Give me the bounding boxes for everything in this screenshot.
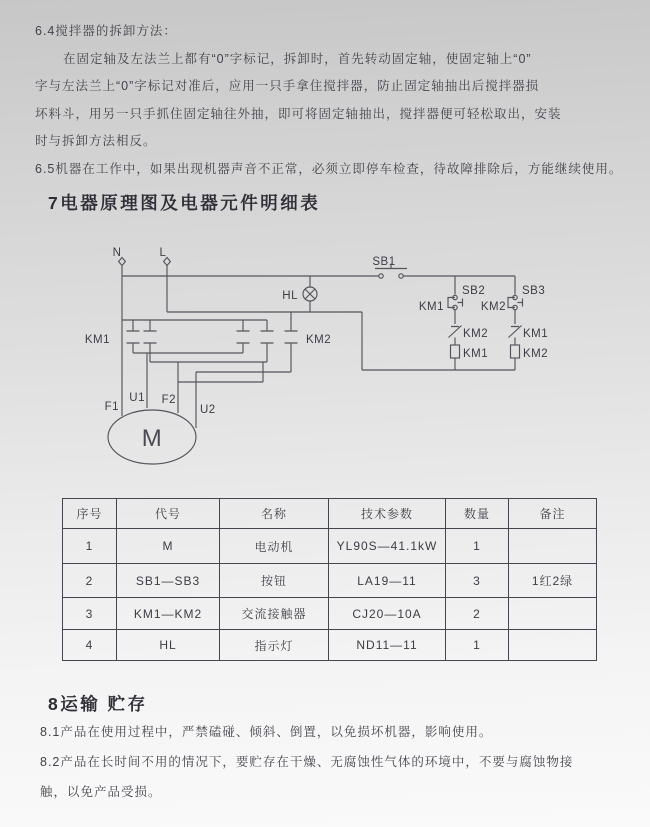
cell-remark (509, 630, 597, 661)
item-8-2-line-1: 8.2产品在长时间不用的情况下，要贮存在干燥、无腐蚀性气体的环境中，不要与腐蚀物接 (40, 755, 574, 769)
sb2-button-icon (458, 299, 463, 307)
motor-label: M (141, 425, 163, 452)
cell-code: KM1—KM2 (117, 598, 220, 630)
cell-name: 交流接触器 (220, 598, 329, 630)
sb3-button-icon (518, 299, 523, 307)
terminal-u2-label: U2 (200, 404, 216, 416)
km1-coil-label: KM1 (463, 348, 489, 360)
table-header-row (63, 499, 597, 529)
terminal-u1-label: U1 (129, 392, 145, 404)
table-row (63, 630, 597, 661)
cell-qty: 1 (446, 529, 509, 564)
item-6-5: 6.5机器在工作中，如果出现机器声音不正常，必须立即停车检查，待故障排除后，方能继续使用。 (35, 161, 623, 176)
cell-name: 指示灯 (220, 630, 329, 661)
cell-remark: 1红2绿 (509, 564, 597, 598)
km1-nc-contact-icon (509, 326, 522, 338)
table-row (63, 564, 597, 598)
terminal-n-diamond-icon (119, 258, 126, 266)
parts-table (62, 498, 597, 661)
section-8-heading: 8运输 贮存 (48, 694, 148, 714)
col-header-code: 代号 (117, 499, 220, 529)
terminal-n-label: N (112, 247, 122, 259)
lamp-cross-icon (305, 289, 315, 299)
cell-remark (509, 598, 597, 630)
item-6-4-title: 6.4搅拌器的拆卸方法： (35, 24, 177, 38)
item-6-4-line-1: 在固定轴及左法兰上都有“0”字标记，拆卸时，首先转动固定轴，使固定轴上“0” (63, 51, 532, 66)
km2-main-contacts-icon (237, 331, 298, 343)
km2-nc-contact-icon (449, 326, 462, 338)
sb1-button-icon (375, 264, 407, 269)
item-6-4-line-4: 时与拆卸方法相反。 (35, 134, 157, 148)
cell-spec: LA19—11 (329, 564, 446, 598)
col-header-index: 序号 (63, 499, 117, 529)
sb3-label: SB3 (522, 285, 546, 297)
item-6-4-line-2: 字与左法兰上“0”字标记对准后，应用一只手拿住搅拌器，防止固定轴抽出后搅拌器损 (35, 79, 540, 93)
item-8-1: 8.1产品在使用过程中，严禁磕碰、倾斜、倒置，以免损坏机器，影响使用。 (40, 725, 493, 739)
km1-main-label: KM1 (84, 334, 110, 346)
col-header-name: 名称 (220, 499, 329, 529)
table-row (63, 529, 597, 564)
item-8-2-line-2: 触，以免产品受损。 (40, 785, 162, 799)
km1-aux-label: KM1 (418, 301, 444, 313)
cell-index: 1 (63, 529, 117, 564)
motor-icon (108, 410, 196, 464)
km1-coil-icon (451, 345, 460, 358)
cell-code: M (117, 529, 220, 564)
km2-aux-label: KM2 (480, 301, 506, 313)
cell-qty: 1 (446, 630, 509, 661)
cell-spec: YL90S—41.1kW (329, 529, 446, 564)
km1-main-contacts-icon (127, 331, 157, 343)
col-header-qty: 数量 (446, 499, 509, 529)
km2-main-label: KM2 (306, 334, 332, 346)
terminal-l-diamond-icon (164, 258, 171, 266)
cell-spec: ND11—11 (329, 630, 446, 661)
km2-coil-icon (511, 345, 520, 358)
cell-index: 3 (63, 598, 117, 630)
km1-nc-label: KM1 (523, 328, 549, 340)
cell-code: SB1—SB3 (117, 564, 220, 598)
cell-index: 4 (63, 630, 117, 661)
section-7-heading: 7电器原理图及电器元件明细表 (48, 193, 321, 213)
table-row (63, 598, 597, 630)
km2-nc-label: KM2 (463, 328, 489, 340)
sb1-label: SB1 (372, 256, 396, 268)
cell-index: 2 (63, 564, 117, 598)
terminal-l-label: L (159, 247, 167, 259)
km1-aux-contact-icon (448, 298, 455, 308)
lamp-icon (303, 287, 317, 301)
cell-qty: 2 (446, 598, 509, 630)
col-header-remark: 备注 (509, 499, 597, 529)
terminal-f2-label: F2 (161, 394, 176, 406)
cell-code: HL (117, 630, 220, 661)
km2-coil-label: KM2 (523, 348, 549, 360)
cell-qty: 3 (446, 564, 509, 598)
item-6-4-line-3: 坏料斗，用另一只手抓住固定轴往外抽，即可将固定轴抽出，搅拌器便可轻松取出，安装 (35, 106, 562, 121)
terminal-f1-label: F1 (104, 401, 119, 413)
cell-name: 电动机 (220, 529, 329, 564)
section-6-text (35, 18, 635, 183)
sb2-label: SB2 (462, 285, 486, 297)
cell-spec: CJ20—10A (329, 598, 446, 630)
km2-aux-contact-icon (508, 298, 515, 308)
col-header-spec: 技术参数 (329, 499, 446, 529)
cell-remark (509, 529, 597, 564)
cell-name: 按钮 (220, 564, 329, 598)
hl-label: HL (282, 290, 298, 302)
